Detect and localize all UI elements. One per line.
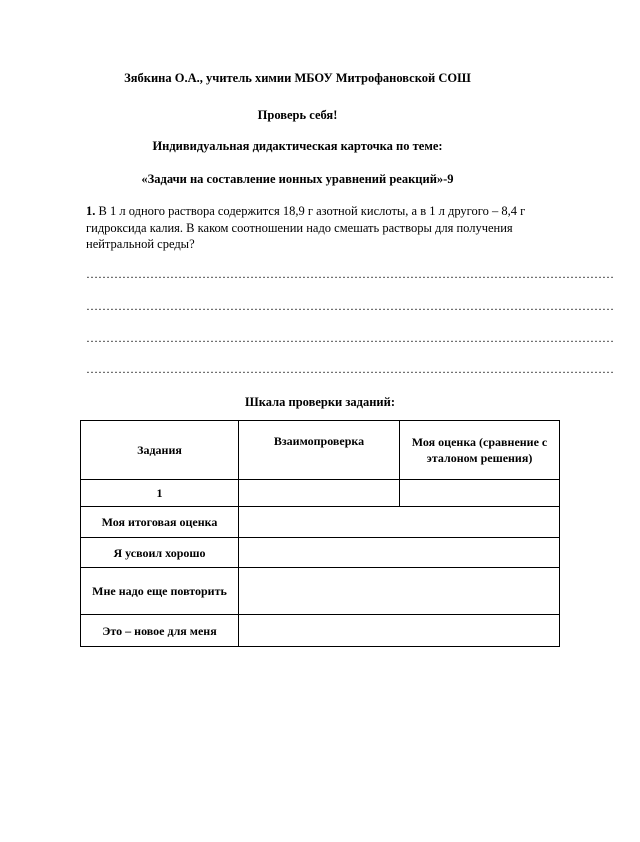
table-row (81, 538, 560, 568)
table-header-row (81, 421, 560, 480)
task-number-cell: 1 (81, 480, 239, 507)
row-label-need-repeat: Мне надо еще повторить (81, 568, 239, 615)
task-number: 1. (86, 204, 96, 218)
row-label-new-for-me: Это – новое для меня (81, 615, 239, 647)
row-label-learned-well: Я усвоил хорошо (81, 538, 239, 568)
assessment-table (80, 420, 560, 647)
col-header-peer-check: Взаимопроверка (239, 421, 400, 480)
answer-line-2[interactable]: …………………………………………………………………………………………………………………… (86, 299, 614, 313)
row-label-final-grade: Моя итоговая оценка (81, 507, 239, 538)
answer-line-1[interactable]: …………………………………………………………………………………………………………………… (86, 267, 614, 281)
new-for-me-cell[interactable] (239, 615, 560, 647)
peer-check-cell[interactable] (239, 480, 400, 507)
col-header-my-grade: Моя оценка (сравнение с эталоном решения) (400, 421, 560, 480)
final-grade-cell[interactable] (239, 507, 560, 538)
author-line: Зябкина О.А., учитель химии МБОУ Митрофановской СОШ (124, 71, 471, 85)
need-repeat-cell[interactable] (239, 568, 560, 615)
table-row (81, 507, 560, 538)
answer-line-4[interactable]: …………………………………………………………………………………………………………………… (86, 362, 614, 376)
card-title: Индивидуальная дидактическая карточка по теме: (152, 139, 443, 153)
table-row (81, 615, 560, 647)
task-text: В 1 л одного раствора содержится 18,9 г азотной кислоты, а в 1 л другого – 8,4 г гидроксида калия. В каком соотношении надо смешать растворы для получения нейтральной среды? (86, 204, 526, 251)
learned-well-cell[interactable] (239, 538, 560, 568)
topic-title: «Задачи на составление ионных уравнений реакций»-9 (141, 172, 454, 186)
scale-title: Шкала проверки заданий: (245, 395, 395, 409)
my-grade-cell[interactable] (400, 480, 560, 507)
task-1 (86, 203, 556, 253)
table-row (81, 568, 560, 615)
check-yourself-heading: Проверь себя! (257, 108, 338, 122)
col-header-tasks: Задания (81, 421, 239, 480)
table-row (81, 480, 560, 507)
answer-line-3[interactable]: …………………………………………………………………………………………………………………… (86, 331, 614, 345)
